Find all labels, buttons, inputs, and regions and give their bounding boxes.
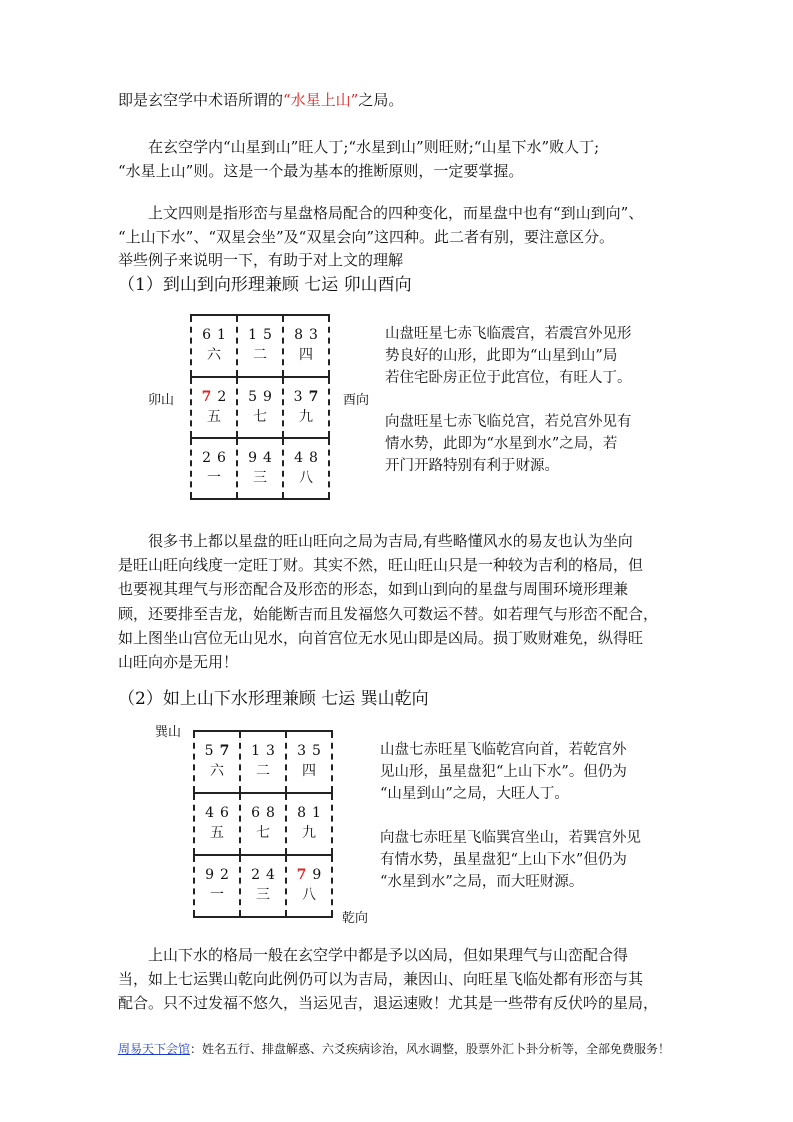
chart2-grid (193, 730, 333, 918)
water-star: 9 (263, 389, 272, 405)
text-line: 配合。只不过发福不悠久，当运见吉，退运速败！尤其是一些带有反伏吟的星局， (118, 994, 659, 1012)
note-line: 见山形，虽星盘犯“上山下水”。但仍为 (380, 764, 627, 780)
text-line: “上山下水”、“双星会坐”及“双星会向”这四种。此二者有别，要注意区分。 (118, 227, 615, 246)
palace-cell (285, 856, 333, 916)
note-line: “山星到山”之局，大旺人丁。 (380, 786, 569, 802)
note-line: 情水势，此即为“水星到水”之局，若 (385, 436, 618, 452)
note-line: “水星到水”之局，而大旺财源。 (380, 874, 584, 890)
footer-link[interactable]: 周易天下会馆 (118, 1042, 191, 1056)
mountain-star: 7 (296, 867, 307, 883)
mountain-star: 1 (251, 743, 260, 759)
text-line: 上文四则是指形峦与星盘格局配合的四种变化，而星盘中也有“到山到向”、 (118, 204, 644, 222)
water-star: 2 (220, 867, 229, 883)
water-star: 6 (220, 805, 229, 821)
note-line: 向盘七赤旺星飞临巽宫坐山，若巽宫外见 (380, 830, 641, 846)
mountain-star: 4 (205, 805, 214, 821)
palace-cell (193, 794, 239, 854)
note-line: 山盘七赤旺星飞临乾宫向首，若乾宫外 (380, 742, 627, 758)
palace-cell (282, 439, 330, 498)
palace-number: 七 (253, 409, 267, 425)
mountain-star: 7 (201, 389, 212, 405)
text-line: 是旺山旺向线度一定旺丁财。其实不然，旺山旺山只是一种较为吉利的格局，但 (118, 556, 644, 575)
palace-cell (285, 732, 333, 792)
chart1-grid (190, 314, 330, 500)
intro-tail: 之局。 (358, 91, 404, 109)
chart1-right-label: 酉向 (343, 393, 370, 408)
text-line: 山旺向亦是无用！ (118, 653, 239, 671)
palace-cell (236, 439, 282, 498)
footer-text: ：姓名五行、排盘解惑、六爻疾病诊治，风水调整，股票外汇卜卦分析等，全部免费服务！ (190, 1042, 671, 1056)
palace-number: 五 (210, 825, 224, 841)
note-line: 若住宅卧房正位于此宫位，有旺人丁。 (385, 370, 632, 386)
palace-number: 九 (299, 409, 313, 425)
text-line: 当，如上七运巽山乾向此例仍可以为吉局，兼因山、向旺星飞临处都有形峦与其 (118, 970, 644, 988)
mountain-star: 9 (205, 867, 214, 883)
mountain-star: 3 (293, 389, 303, 405)
palace-cell (193, 856, 239, 916)
palace-number: 八 (302, 887, 316, 903)
mountain-star: 4 (294, 450, 303, 466)
note-line: 有情水势，虽星盘犯“上山下水”但仍为 (380, 852, 627, 868)
mountain-star: 2 (202, 450, 211, 466)
palace-number: 六 (207, 347, 221, 363)
palace-cell (190, 316, 236, 376)
heading-1: （1）到山到向形理兼顾 七运 卯山酉向 (118, 275, 412, 295)
palace-number: 五 (207, 409, 221, 425)
note-line: 势良好的山形，此即为“山星到山”局 (385, 348, 618, 364)
chart2-left-label: 巽山 (155, 725, 182, 740)
water-star: 5 (312, 743, 321, 759)
footer (118, 1040, 670, 1057)
mountain-star: 6 (202, 327, 211, 343)
mountain-star: 9 (248, 450, 257, 466)
palace-cell (282, 378, 330, 437)
text-line: 在玄空学内“山星到山”旺人丁;“水星到山”则旺财;“山星下水”败人丁; (118, 138, 600, 156)
water-star: 8 (309, 450, 318, 466)
mountain-star: 1 (248, 327, 257, 343)
palace-number: 二 (256, 763, 270, 779)
palace-number: 九 (302, 825, 316, 841)
water-star: 7 (308, 389, 319, 405)
heading-2: （2）如上山下水形理兼顾 七运 巽山乾向 (118, 689, 429, 709)
palace-number: 二 (253, 347, 267, 363)
palace-cell (193, 732, 239, 792)
mountain-star: 3 (297, 743, 306, 759)
palace-cell (239, 856, 285, 916)
palace-cell (239, 732, 285, 792)
note-line: 向盘旺星七赤飞临兑宫，若兑宫外见有 (385, 414, 632, 430)
text-line: 如上图坐山宫位无山见水，向首宫位无水见山即是凶局。损丁败财难免，纵得旺 (118, 628, 644, 647)
text-line: 举些例子来说明一下，有助于对上文的理解 (118, 251, 404, 269)
mountain-star: 2 (251, 867, 260, 883)
grid-row (193, 792, 333, 854)
palace-number: 一 (207, 470, 221, 486)
text-line: 上山下水的格局一般在玄空学中都是予以凶局，但如果理气与山峦配合得 (118, 946, 629, 964)
water-star: 8 (266, 805, 275, 821)
note-line (380, 805, 641, 827)
palace-cell (239, 794, 285, 854)
water-star: 1 (217, 327, 226, 343)
water-star: 6 (217, 450, 226, 466)
water-star: 1 (312, 805, 321, 821)
palace-number: 一 (210, 887, 224, 903)
grid-row (190, 316, 330, 376)
intro-text: 即是玄空学中术语所谓的 (118, 91, 284, 109)
grid-row (190, 376, 330, 437)
chart2-right-label: 乾向 (342, 911, 369, 926)
text-line: 也要视其理气与形峦配合及形峦的形态，如到山到向的星盘与周围环境形理兼 (118, 580, 629, 599)
mountain-star: 8 (294, 327, 303, 343)
palace-cell (282, 316, 330, 376)
text-line: “水星上山”则。这是一个最为基本的推断原则，一定要掌握。 (118, 162, 524, 180)
note-line: 开门开路特别有利于财源。 (385, 458, 559, 474)
palace-cell (190, 378, 236, 437)
palace-number: 六 (210, 763, 224, 779)
mountain-star: 8 (297, 805, 306, 821)
intro-highlight: “水星上山” (283, 91, 359, 109)
mountain-star: 5 (248, 389, 257, 405)
note-line (385, 389, 632, 411)
palace-cell (236, 316, 282, 376)
chart1-notes (385, 323, 632, 477)
water-star: 5 (263, 327, 272, 343)
text-line: 顾，还要排至吉龙，始能断吉而且发福悠久可数运不替。如若理气与形峦不配合， (118, 604, 659, 623)
water-star: 2 (217, 389, 227, 405)
chart1-left-label: 卯山 (148, 393, 175, 408)
grid-row (193, 732, 333, 792)
palace-number: 四 (302, 763, 316, 779)
palace-cell (285, 794, 333, 854)
water-star: 7 (219, 743, 230, 759)
mountain-star: 5 (204, 743, 214, 759)
chart2-notes (380, 739, 641, 893)
note-line: 山盘旺星七赤飞临震宫，若震宫外见形 (385, 326, 632, 342)
water-star: 3 (266, 743, 275, 759)
water-star: 4 (266, 867, 275, 883)
intro-line (118, 88, 403, 112)
water-star: 9 (312, 867, 322, 883)
water-star: 3 (309, 327, 318, 343)
palace-number: 七 (256, 825, 270, 841)
water-star: 4 (263, 450, 272, 466)
palace-number: 三 (256, 887, 270, 903)
grid-row (190, 437, 330, 498)
palace-cell (190, 439, 236, 498)
palace-number: 八 (299, 470, 313, 486)
palace-cell (236, 378, 282, 437)
palace-number: 三 (253, 470, 267, 486)
palace-number: 四 (299, 347, 313, 363)
grid-row (193, 854, 333, 916)
mountain-star: 6 (251, 805, 260, 821)
text-line: 很多书上都以星盘的旺山旺向之局为吉局,有些略懂风水的易友也认为坐向 (118, 532, 633, 550)
